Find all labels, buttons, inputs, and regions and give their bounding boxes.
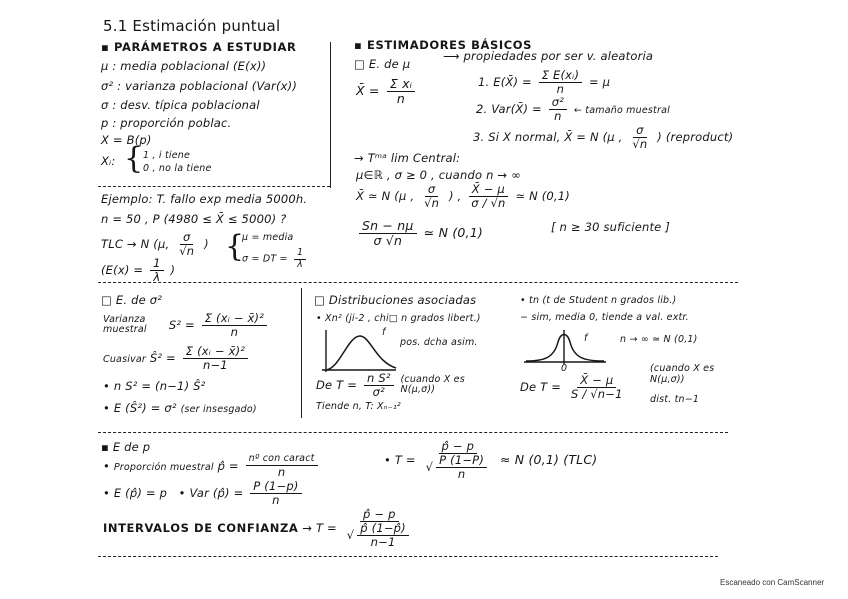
- student-heading: • tn (t de Student n grados lib.): [520, 295, 677, 306]
- variance-expectation: • E (Ŝ²) = σ² (ser insesgado): [103, 401, 257, 415]
- tcl-sufficient: [ n ≥ 30 suficiente ]: [551, 220, 670, 234]
- xi-case-0: 0 , no la tiene: [143, 163, 212, 174]
- tcl-heading: → Tᵐᵃ lim Central:: [354, 151, 461, 165]
- student-dist: dist. tn−1: [650, 394, 700, 405]
- xbar-formula: X̄ = $\frac{\text{Σ xᵢ}}{n}$: [356, 77, 418, 106]
- separator-middle: [98, 282, 738, 283]
- student-zero: 0: [561, 363, 568, 374]
- distrib-heading: □ Distribuciones asociadas: [314, 293, 477, 307]
- proportion-heading: ▪ E de p: [101, 440, 151, 454]
- param-line-mu: μ : media poblacional (E(x)): [101, 59, 267, 73]
- chi-square-desc: • Xn² (ji-2 , chi□ n grados libert.): [316, 313, 481, 324]
- proportion-T: • T = p̂ − p √ $\frac{P (1-P)}{n}$ ≈ N (0,1) (TLC): [384, 439, 598, 481]
- variance-sample: Varianza muestral S² = $\frac{\text{Σ (xᵢ − x̄)²}}{n}$: [103, 312, 270, 339]
- param-line-var: σ² : varianza poblacional (Var(x)): [101, 79, 298, 93]
- property-2: 2. Var(X̄) = $\frac{\text{σ²}}{n}$ ← tamaño muestral: [476, 95, 670, 123]
- separator-lower: [98, 432, 728, 433]
- proportion-sample: • Proporción muestral p̂ = $\frac{\text{nº con caract}}{n}$: [103, 454, 321, 479]
- student-T: De T = $\frac{X̄ - \mu}{S / √n-1}$: [520, 373, 623, 401]
- param-line-sd: σ : desv. típica poblacional: [101, 98, 260, 112]
- example-line-1: Ejemplo: T. fallo exp media 5000h.: [101, 192, 308, 206]
- example-brace: {: [225, 229, 245, 264]
- property-3: 3. Si X normal, X̄ = N (μ , $\frac{\sigma}{√n}$ ) (reproduct): [473, 123, 734, 151]
- chi-square-T: De T = $\frac{\text{n S²}}{\text{σ²}}$ (cuando X es N(μ,σ)): [316, 371, 465, 399]
- params-heading: ▪ PARÁMETROS A ESTUDIAR: [101, 40, 297, 54]
- separator-var-vertical: [301, 288, 302, 418]
- separator-top-vertical: [330, 42, 331, 188]
- example-mu: μ = media: [242, 232, 294, 243]
- estimators-heading: ▪ ESTIMADORES BÁSICOS: [354, 38, 533, 52]
- scanner-watermark: Escaneado con CamScanner: [720, 578, 825, 587]
- student-note: (cuando X es N(μ,σ)): [650, 363, 715, 385]
- student-limit: n → ∞ ≃ N (0,1): [620, 334, 698, 345]
- proportion-expectation: • E (p̂) = p • Var (p̂) = $\frac{P (1-p)}{n}$: [103, 480, 305, 507]
- param-line-binom: X = B(p): [101, 133, 152, 147]
- student-f: f: [584, 333, 588, 344]
- example-sigma: σ = DT = $\frac{1}{\lambda}$: [242, 248, 309, 270]
- estimator-mu-title: □ E. de μ: [354, 57, 411, 71]
- student-desc: − sim, media 0, tiende a val. extr.: [520, 312, 689, 323]
- separator-params-bottom: [98, 186, 330, 187]
- example-line-2: n = 50 , P (4980 ≤ X̄ ≤ 5000) ?: [101, 212, 287, 226]
- variance-heading: □ E. de σ²: [101, 293, 163, 307]
- page-title: 5.1 Estimación puntual: [103, 17, 281, 35]
- xi-case-1: 1 , i tiene: [143, 150, 191, 161]
- variance-relation: • n S² = (n−1) Ŝ²: [103, 379, 206, 393]
- chi-square-pos: pos. dcha asim.: [400, 337, 478, 348]
- tcl-approx: X̄ ≃ N (μ , $\frac{\sigma}{√n}$ ) , $\frac{X̄ - \mu}{\sigma / √n}$ ≃ N (0,1): [356, 182, 570, 210]
- chi-square-f: f: [382, 327, 386, 338]
- tcl-conditions: μ∈ℝ , σ ≥ 0 , cuando n → ∞: [356, 168, 521, 182]
- chi-square-curve: [318, 326, 398, 376]
- xi-brace: {: [124, 141, 144, 176]
- example-line-5: (E(x) = $\frac{1}{\lambda}$ ): [101, 256, 176, 284]
- separator-bottom: [98, 556, 718, 557]
- param-line-p: p : proporción poblac.: [101, 116, 232, 130]
- xbar-den: n: [396, 91, 406, 106]
- chi-square-tender: Tiende n, T: Xₙ₋₁²: [316, 401, 401, 412]
- param-xi-label: Xᵢ:: [101, 154, 116, 168]
- intervals-line: INTERVALOS DE CONFIANZA → T = p̂ − p √ $\frac{p̂ (1-p̂)}{n-1}$: [103, 508, 418, 549]
- tcl-sn: $\frac{Sn - n\mu}{\sigma √n}$ ≃ N (0,1): [356, 219, 483, 248]
- example-line-3: TLC → N (μ, $\frac{\sigma}{√n}$ ): [101, 230, 209, 258]
- variance-quasi: Cuasivar Ŝ² = $\frac{\text{Σ (xᵢ − x̄)²}}{n-1}$: [103, 345, 251, 372]
- property-1: 1. E(X̄) = $\frac{\text{Σ E(xᵢ)}}{n}$ = μ: [478, 68, 611, 96]
- xbar-num: Σ xᵢ: [387, 77, 415, 92]
- properties-note: ⟶ propiedades por ser v. aleatoria: [443, 49, 654, 63]
